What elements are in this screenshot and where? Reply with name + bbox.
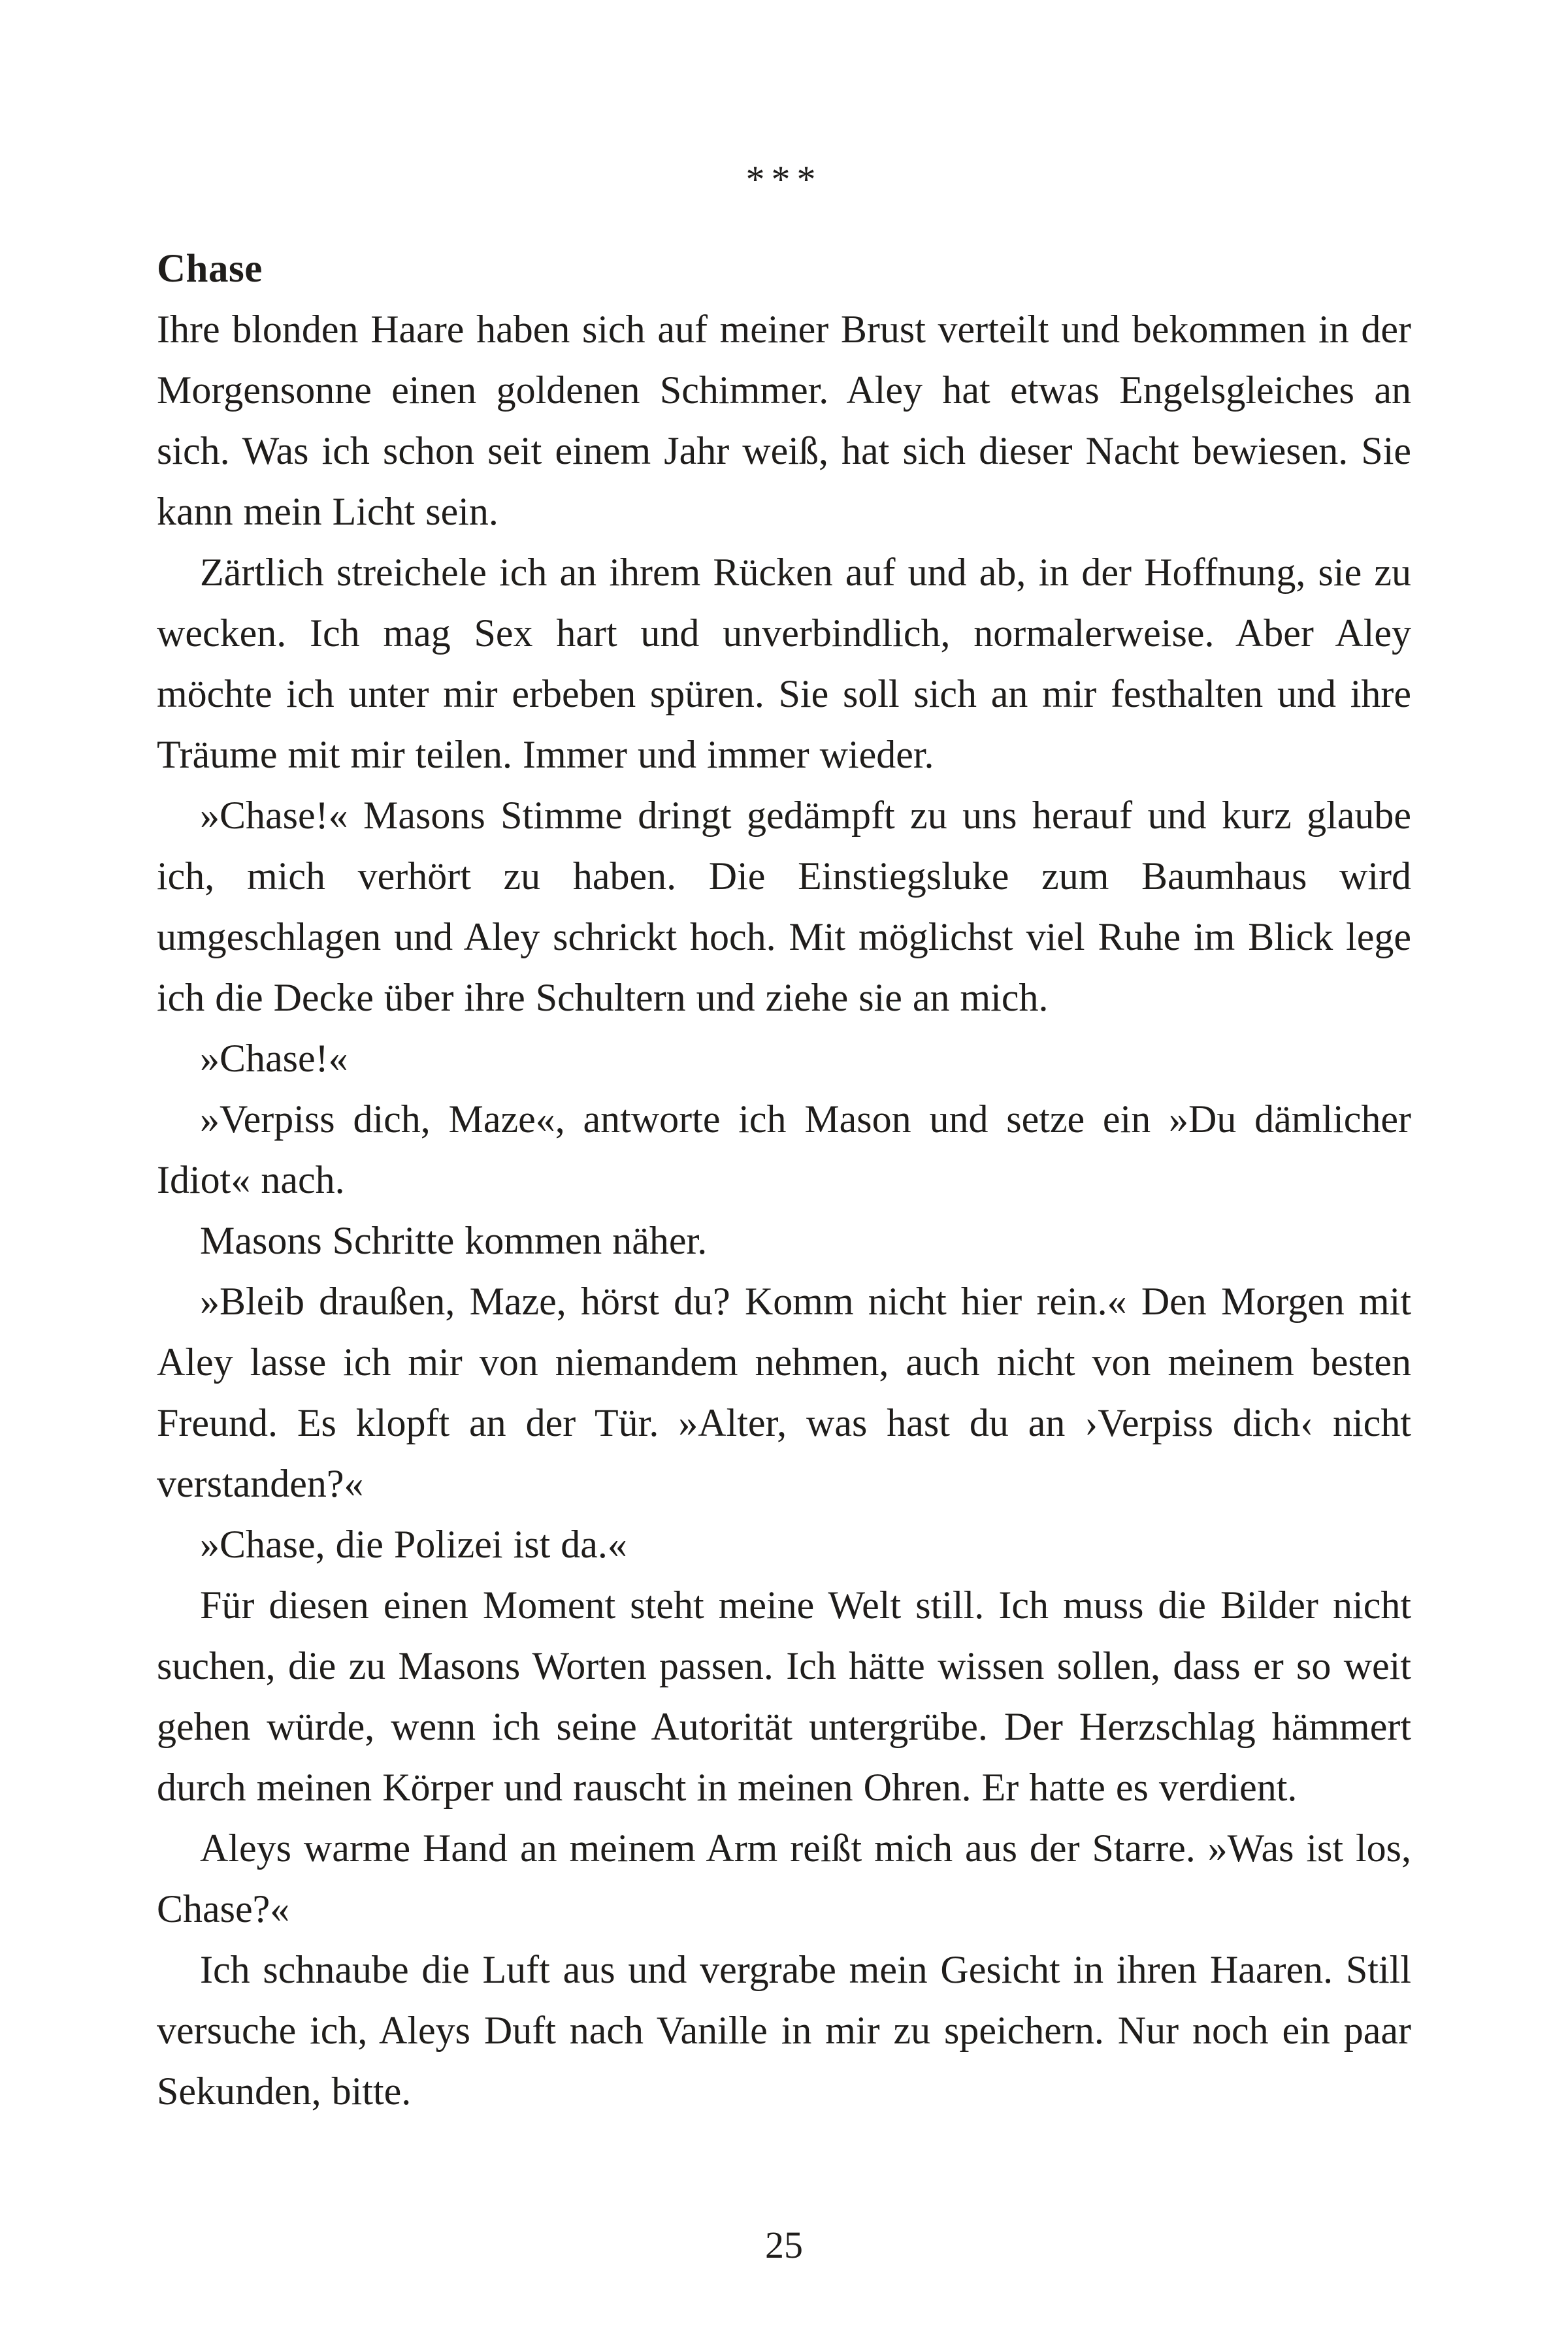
paragraph: »Chase!« Masons Stimme dringt gedämpft zu uns herauf und kurz glaube ich, mich verhört zu haben. Die Einstiegsluke zum Baumhaus wird umgeschlagen und Aley schrickt hoch. Mit möglichst viel Ruhe im Blick lege ich die Decke über ihre Schultern und ziehe sie an mich.: [157, 794, 1411, 1019]
paragraph: »Verpiss dich, Maze«, antworte ich Mason und setze ein »Du dämlicher Idiot« nach.: [157, 1097, 1411, 1201]
paragraph: »Bleib draußen, Maze, hörst du? Komm nicht hier rein.« Den Morgen mit Aley lasse ich mir von niemandem nehmen, auch nicht von meinem besten Freund. Es klopft an der Tür. »Alter, was hast du an ›Verpiss dich‹ nicht verstanden?«: [157, 1280, 1411, 1505]
paragraph: Zärtlich streichele ich an ihrem Rücken auf und ab, in der Hoffnung, sie zu wecken. Ich mag Sex hart und unverbindlich, normalerweise. Aber Aley möchte ich unter mir erbeben spüren. Sie soll sich an mir festhalten und ihre Träume mit mir teilen. Immer und immer wieder.: [157, 551, 1411, 776]
paragraph: Für diesen einen Moment steht meine Welt still. Ich muss die Bilder nicht suchen, die zu Masons Worten passen. Ich hätte wissen sollen, dass er so weit gehen würde, wenn ich seine Autorität untergrübe. Der Herzschlag hämmert durch meinen Körper und rauscht in meinen Ohren. Er hatte es verdient.: [157, 1584, 1411, 1809]
paragraph: Aleys warme Hand an meinem Arm reißt mich aus der Starre. »Was ist los, Chase?«: [157, 1827, 1411, 1930]
section-separator: ***: [745, 158, 823, 201]
pov-heading: Chase: [157, 247, 263, 291]
paragraph: Masons Schritte kommen näher.: [200, 1219, 708, 1262]
paragraph: »Chase!«: [200, 1037, 348, 1080]
paragraph: »Chase, die Polizei ist da.«: [200, 1523, 627, 1566]
paragraph: Ich schnaube die Luft aus und vergrabe mein Gesicht in ihren Haaren. Still versuche ich, Aleys Duft nach Vanille in mir zu speichern. Nur noch ein paar Sekunden, bitte.: [157, 1948, 1411, 2113]
paragraph: Ihre blonden Haare haben sich auf meiner Brust verteilt und bekommen in der Morgensonne einen goldenen Schimmer. Aley hat etwas Engelsgleiches an sich. Was ich schon seit einem Jahr weiß, hat sich dieser Nacht bewiesen. Sie kann mein Licht sein.: [157, 308, 1411, 533]
page-number: 25: [765, 2224, 803, 2266]
